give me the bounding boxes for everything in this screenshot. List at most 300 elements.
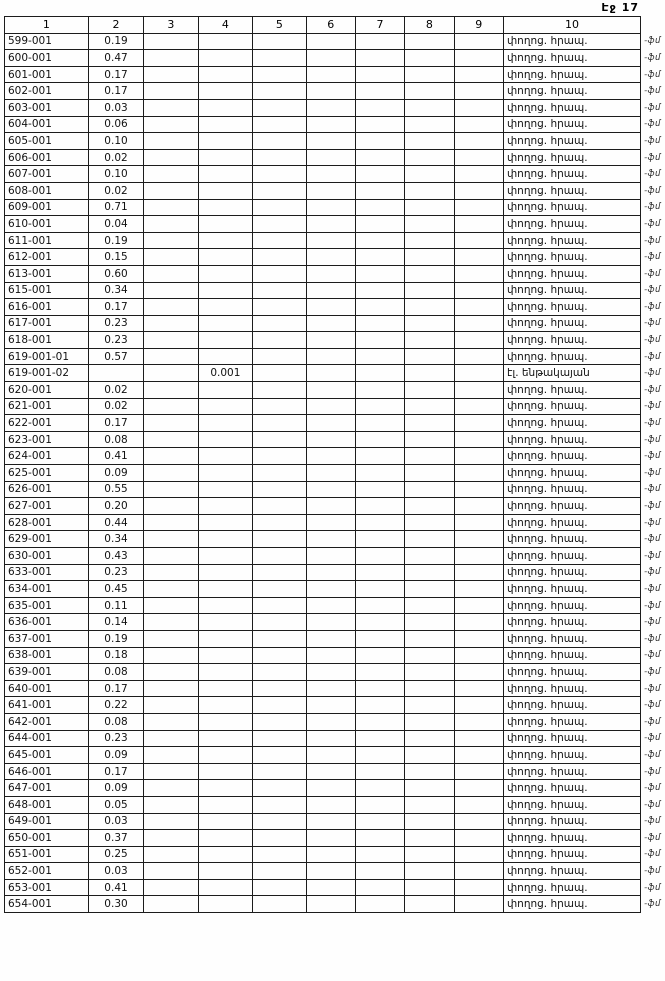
cell-col9 xyxy=(454,614,503,631)
table-row xyxy=(5,66,665,83)
cell-col10: փողոց. հրապ. xyxy=(503,747,640,764)
cell-col10: փողոց. հրապ. xyxy=(503,465,640,482)
cell-col10: փողոց. հրապ. xyxy=(503,531,640,548)
table-row xyxy=(5,116,665,133)
cell-col1: 609-001 xyxy=(5,199,89,216)
cell-col7 xyxy=(355,182,404,199)
cell-col1: 602-001 xyxy=(5,83,89,100)
cell-col7 xyxy=(355,747,404,764)
cell-col3 xyxy=(144,514,198,531)
cell-col7 xyxy=(355,448,404,465)
cell-col5 xyxy=(253,33,306,50)
cell-col4 xyxy=(198,299,253,316)
cell-col5 xyxy=(253,514,306,531)
column-header-3: 3 xyxy=(144,17,198,34)
cell-col3 xyxy=(144,66,198,83)
cell-col10: փողոց. հրապ. xyxy=(503,448,640,465)
cell-col9 xyxy=(454,680,503,697)
cell-col1: 611-001 xyxy=(5,232,89,249)
cell-col7 xyxy=(355,66,404,83)
cell-col1: 603-001 xyxy=(5,99,89,116)
table-row xyxy=(5,33,665,50)
cell-col1: 649-001 xyxy=(5,813,89,830)
cell-col7 xyxy=(355,249,404,266)
cell-col1: 642-001 xyxy=(5,713,89,730)
cell-col10: փողոց. հրապ. xyxy=(503,697,640,714)
cell-col7 xyxy=(355,514,404,531)
cell-col9 xyxy=(454,232,503,249)
cell-col6 xyxy=(306,713,355,730)
cell-col1: 615-001 xyxy=(5,282,89,299)
cell-col10: փողոց. հրապ. xyxy=(503,166,640,183)
cell-col5 xyxy=(253,796,306,813)
cell-col6 xyxy=(306,265,355,282)
table-row xyxy=(5,315,665,332)
cell-col2: 0.08 xyxy=(88,664,144,681)
cell-col1: 644-001 xyxy=(5,730,89,747)
data-table xyxy=(4,16,665,913)
cell-col3 xyxy=(144,199,198,216)
cell-col6 xyxy=(306,763,355,780)
cell-col6 xyxy=(306,564,355,581)
margin-mark: -ֆմ xyxy=(644,832,661,843)
table-row xyxy=(5,581,665,598)
cell-col7 xyxy=(355,299,404,316)
cell-col10: փողոց. հրապ. xyxy=(503,33,640,50)
table-row xyxy=(5,614,665,631)
cell-col1: 599-001 xyxy=(5,33,89,50)
table-row xyxy=(5,763,665,780)
cell-col10: փողոց. հրապ. xyxy=(503,548,640,565)
table-row xyxy=(5,680,665,697)
cell-col10: փողոց. հրապ. xyxy=(503,182,640,199)
table-row xyxy=(5,830,665,847)
cell-col4 xyxy=(198,249,253,266)
cell-col1: 640-001 xyxy=(5,680,89,697)
cell-col7 xyxy=(355,315,404,332)
cell-col8 xyxy=(405,116,454,133)
cell-col7 xyxy=(355,332,404,349)
cell-col5 xyxy=(253,647,306,664)
cell-col7 xyxy=(355,199,404,216)
cell-col4 xyxy=(198,265,253,282)
cell-col8 xyxy=(405,166,454,183)
margin-mark: -ֆմ xyxy=(644,86,661,97)
cell-col1: 610-001 xyxy=(5,216,89,233)
cell-col4 xyxy=(198,415,253,432)
column-header-4: 4 xyxy=(198,17,253,34)
cell-col9 xyxy=(454,581,503,598)
margin-mark: -ֆմ xyxy=(644,318,661,329)
cell-col8 xyxy=(405,664,454,681)
margin-mark: -ֆմ xyxy=(644,467,661,478)
cell-col2: 0.17 xyxy=(88,763,144,780)
table-row xyxy=(5,664,665,681)
cell-col8 xyxy=(405,813,454,830)
cell-col10: փողոց. հրապ. xyxy=(503,630,640,647)
cell-col3 xyxy=(144,846,198,863)
cell-col9 xyxy=(454,315,503,332)
margin-mark: -ֆմ xyxy=(644,252,661,263)
table-row xyxy=(5,99,665,116)
cell-col4 xyxy=(198,548,253,565)
cell-col7 xyxy=(355,647,404,664)
cell-col1: 634-001 xyxy=(5,581,89,598)
cell-col9 xyxy=(454,763,503,780)
cell-col6 xyxy=(306,116,355,133)
margin-mark: -ֆմ xyxy=(644,185,661,196)
cell-col9 xyxy=(454,332,503,349)
cell-col2: 0.34 xyxy=(88,282,144,299)
cell-col7 xyxy=(355,830,404,847)
cell-col5 xyxy=(253,398,306,415)
cell-col8 xyxy=(405,763,454,780)
cell-col9 xyxy=(454,199,503,216)
margin-mark: -ֆմ xyxy=(644,268,661,279)
cell-col8 xyxy=(405,99,454,116)
cell-col10: փողոց. հրապ. xyxy=(503,232,640,249)
cell-col8 xyxy=(405,315,454,332)
cell-col1: 617-001 xyxy=(5,315,89,332)
table-row xyxy=(5,647,665,664)
cell-col6 xyxy=(306,398,355,415)
table-row xyxy=(5,133,665,150)
cell-col6 xyxy=(306,465,355,482)
cell-col4 xyxy=(198,680,253,697)
cell-col3 xyxy=(144,614,198,631)
margin-mark: -ֆմ xyxy=(644,451,661,462)
cell-col9 xyxy=(454,249,503,266)
cell-col2: 0.03 xyxy=(88,813,144,830)
cell-col3 xyxy=(144,249,198,266)
cell-col6 xyxy=(306,431,355,448)
cell-col8 xyxy=(405,199,454,216)
cell-col4 xyxy=(198,531,253,548)
cell-col9 xyxy=(454,99,503,116)
cell-col9 xyxy=(454,514,503,531)
cell-col8 xyxy=(405,896,454,913)
header-margin-spacer xyxy=(641,17,665,34)
cell-col9 xyxy=(454,398,503,415)
cell-col8 xyxy=(405,481,454,498)
margin-mark: -ֆմ xyxy=(644,700,661,711)
cell-col5 xyxy=(253,182,306,199)
cell-col9 xyxy=(454,548,503,565)
cell-col7 xyxy=(355,216,404,233)
cell-col8 xyxy=(405,332,454,349)
cell-col4 xyxy=(198,448,253,465)
cell-col1: 648-001 xyxy=(5,796,89,813)
margin-mark: -ֆմ xyxy=(644,135,661,146)
margin-mark: -ֆմ xyxy=(644,749,661,760)
cell-col7 xyxy=(355,597,404,614)
cell-col5 xyxy=(253,879,306,896)
margin-mark: -ֆմ xyxy=(644,285,661,296)
table-row xyxy=(5,896,665,913)
cell-col3 xyxy=(144,896,198,913)
cell-col2: 0.02 xyxy=(88,182,144,199)
cell-col5 xyxy=(253,99,306,116)
cell-col9 xyxy=(454,282,503,299)
column-header-7: 7 xyxy=(355,17,404,34)
cell-col6 xyxy=(306,730,355,747)
cell-col1: 612-001 xyxy=(5,249,89,266)
table-row xyxy=(5,747,665,764)
cell-col5 xyxy=(253,747,306,764)
cell-col5 xyxy=(253,166,306,183)
cell-col6 xyxy=(306,33,355,50)
cell-col8 xyxy=(405,249,454,266)
cell-col1: 650-001 xyxy=(5,830,89,847)
cell-col8 xyxy=(405,548,454,565)
margin-mark: -ֆմ xyxy=(644,335,661,346)
cell-col9 xyxy=(454,879,503,896)
margin-mark: -ֆմ xyxy=(644,69,661,80)
cell-col1: 606-001 xyxy=(5,149,89,166)
table-row xyxy=(5,879,665,896)
table-row xyxy=(5,531,665,548)
cell-col10: փողոց. հրապ. xyxy=(503,50,640,67)
cell-col6 xyxy=(306,630,355,647)
cell-col6 xyxy=(306,846,355,863)
cell-col1: 637-001 xyxy=(5,630,89,647)
margin-mark: -ֆմ xyxy=(644,169,661,180)
cell-col7 xyxy=(355,33,404,50)
cell-col1: 619-001-01 xyxy=(5,348,89,365)
cell-col1: 624-001 xyxy=(5,448,89,465)
cell-col2: 0.18 xyxy=(88,647,144,664)
cell-col3 xyxy=(144,50,198,67)
cell-col4 xyxy=(198,713,253,730)
cell-col9 xyxy=(454,697,503,714)
cell-col8 xyxy=(405,33,454,50)
cell-col2: 0.08 xyxy=(88,713,144,730)
cell-col2: 0.09 xyxy=(88,465,144,482)
cell-col6 xyxy=(306,232,355,249)
cell-col7 xyxy=(355,548,404,565)
cell-col2: 0.08 xyxy=(88,431,144,448)
margin-mark: -ֆմ xyxy=(644,102,661,113)
cell-col6 xyxy=(306,99,355,116)
column-header-8: 8 xyxy=(405,17,454,34)
cell-col6 xyxy=(306,581,355,598)
cell-col5 xyxy=(253,680,306,697)
margin-mark: -ֆմ xyxy=(644,567,661,578)
cell-col5 xyxy=(253,730,306,747)
cell-col7 xyxy=(355,531,404,548)
cell-col9 xyxy=(454,747,503,764)
cell-col6 xyxy=(306,879,355,896)
cell-col8 xyxy=(405,66,454,83)
cell-col2: 0.41 xyxy=(88,879,144,896)
cell-col3 xyxy=(144,780,198,797)
table-row xyxy=(5,730,665,747)
cell-col4 xyxy=(198,830,253,847)
cell-col9 xyxy=(454,896,503,913)
margin-mark: -ֆմ xyxy=(644,866,661,877)
cell-col1: 623-001 xyxy=(5,431,89,448)
cell-col2: 0.71 xyxy=(88,199,144,216)
cell-col1: 601-001 xyxy=(5,66,89,83)
cell-col7 xyxy=(355,133,404,150)
cell-col2: 0.17 xyxy=(88,83,144,100)
cell-col5 xyxy=(253,581,306,598)
cell-col6 xyxy=(306,896,355,913)
cell-col6 xyxy=(306,365,355,382)
cell-col1: 647-001 xyxy=(5,780,89,797)
cell-col2: 0.23 xyxy=(88,332,144,349)
cell-col6 xyxy=(306,299,355,316)
cell-col3 xyxy=(144,382,198,399)
cell-col4 xyxy=(198,896,253,913)
cell-col2: 0.17 xyxy=(88,680,144,697)
cell-col9 xyxy=(454,498,503,515)
cell-col4 xyxy=(198,747,253,764)
table-row xyxy=(5,431,665,448)
cell-col5 xyxy=(253,597,306,614)
margin-mark: -ֆմ xyxy=(644,235,661,246)
margin-mark: -ֆմ xyxy=(644,600,661,611)
cell-col9 xyxy=(454,730,503,747)
cell-col3 xyxy=(144,879,198,896)
cell-col10: փողոց. հրապ. xyxy=(503,846,640,863)
cell-col6 xyxy=(306,747,355,764)
margin-mark: -ֆմ xyxy=(644,733,661,744)
cell-col6 xyxy=(306,481,355,498)
cell-col9 xyxy=(454,182,503,199)
margin-mark: -ֆմ xyxy=(644,434,661,445)
cell-col8 xyxy=(405,879,454,896)
cell-col1: 641-001 xyxy=(5,697,89,714)
cell-col5 xyxy=(253,415,306,432)
cell-col5 xyxy=(253,846,306,863)
cell-col1: 621-001 xyxy=(5,398,89,415)
cell-col4 xyxy=(198,614,253,631)
cell-col1: 622-001 xyxy=(5,415,89,432)
cell-col3 xyxy=(144,697,198,714)
cell-col2: 0.09 xyxy=(88,747,144,764)
table-row xyxy=(5,265,665,282)
cell-col10: փողոց. հրապ. xyxy=(503,796,640,813)
cell-col5 xyxy=(253,630,306,647)
cell-col4 xyxy=(198,116,253,133)
cell-col10: փողոց. հրապ. xyxy=(503,133,640,150)
cell-col5 xyxy=(253,232,306,249)
cell-col3 xyxy=(144,630,198,647)
cell-col10: փողոց. հրապ. xyxy=(503,398,640,415)
cell-col6 xyxy=(306,66,355,83)
cell-col3 xyxy=(144,481,198,498)
column-header-1: 1 xyxy=(5,17,89,34)
cell-col9 xyxy=(454,348,503,365)
cell-col7 xyxy=(355,382,404,399)
cell-col1: 628-001 xyxy=(5,514,89,531)
cell-col3 xyxy=(144,149,198,166)
cell-col6 xyxy=(306,382,355,399)
cell-col5 xyxy=(253,548,306,565)
cell-col2: 0.22 xyxy=(88,697,144,714)
cell-col1: 600-001 xyxy=(5,50,89,67)
cell-col6 xyxy=(306,249,355,266)
cell-col7 xyxy=(355,664,404,681)
cell-col5 xyxy=(253,448,306,465)
cell-col9 xyxy=(454,431,503,448)
cell-col7 xyxy=(355,763,404,780)
cell-col6 xyxy=(306,199,355,216)
cell-col3 xyxy=(144,564,198,581)
cell-col4 xyxy=(198,182,253,199)
table-row xyxy=(5,780,665,797)
cell-col7 xyxy=(355,879,404,896)
cell-col7 xyxy=(355,50,404,67)
cell-col7 xyxy=(355,680,404,697)
cell-col6 xyxy=(306,647,355,664)
cell-col5 xyxy=(253,66,306,83)
margin-mark: -ֆմ xyxy=(644,799,661,810)
cell-col1: 613-001 xyxy=(5,265,89,282)
table-row xyxy=(5,299,665,316)
cell-col1: 653-001 xyxy=(5,879,89,896)
cell-col7 xyxy=(355,863,404,880)
cell-col5 xyxy=(253,299,306,316)
cell-col9 xyxy=(454,664,503,681)
margin-mark: -ֆմ xyxy=(644,517,661,528)
cell-col6 xyxy=(306,149,355,166)
table-row xyxy=(5,481,665,498)
table-row xyxy=(5,514,665,531)
cell-col10: փողոց. հրապ. xyxy=(503,415,640,432)
cell-col4 xyxy=(198,730,253,747)
cell-col5 xyxy=(253,249,306,266)
margin-mark: -ֆմ xyxy=(644,617,661,628)
margin-mark: -ֆմ xyxy=(644,218,661,229)
cell-col8 xyxy=(405,216,454,233)
cell-col5 xyxy=(253,614,306,631)
cell-col6 xyxy=(306,813,355,830)
cell-col3 xyxy=(144,216,198,233)
cell-col5 xyxy=(253,282,306,299)
cell-col1: 625-001 xyxy=(5,465,89,482)
cell-col5 xyxy=(253,382,306,399)
cell-col10: փողոց. հրապ. xyxy=(503,99,640,116)
cell-col7 xyxy=(355,465,404,482)
cell-col10: փողոց. հրապ. xyxy=(503,348,640,365)
cell-col3 xyxy=(144,747,198,764)
table-row xyxy=(5,348,665,365)
cell-col10: փողոց. հրապ. xyxy=(503,216,640,233)
cell-col7 xyxy=(355,116,404,133)
margin-mark: -ֆմ xyxy=(644,401,661,412)
table-row xyxy=(5,249,665,266)
cell-col1: 646-001 xyxy=(5,763,89,780)
cell-col3 xyxy=(144,796,198,813)
table-row xyxy=(5,846,665,863)
cell-col7 xyxy=(355,846,404,863)
cell-col3 xyxy=(144,680,198,697)
cell-col3 xyxy=(144,232,198,249)
cell-col5 xyxy=(253,216,306,233)
cell-col2: 0.09 xyxy=(88,780,144,797)
cell-col10: փողոց. հրապ. xyxy=(503,879,640,896)
cell-col3 xyxy=(144,548,198,565)
margin-mark: -ֆմ xyxy=(644,583,661,594)
cell-col8 xyxy=(405,581,454,598)
cell-col4 xyxy=(198,664,253,681)
table-row xyxy=(5,398,665,415)
cell-col10: փողոց. հրապ. xyxy=(503,863,640,880)
cell-col1: 604-001 xyxy=(5,116,89,133)
margin-mark: -ֆմ xyxy=(644,301,661,312)
